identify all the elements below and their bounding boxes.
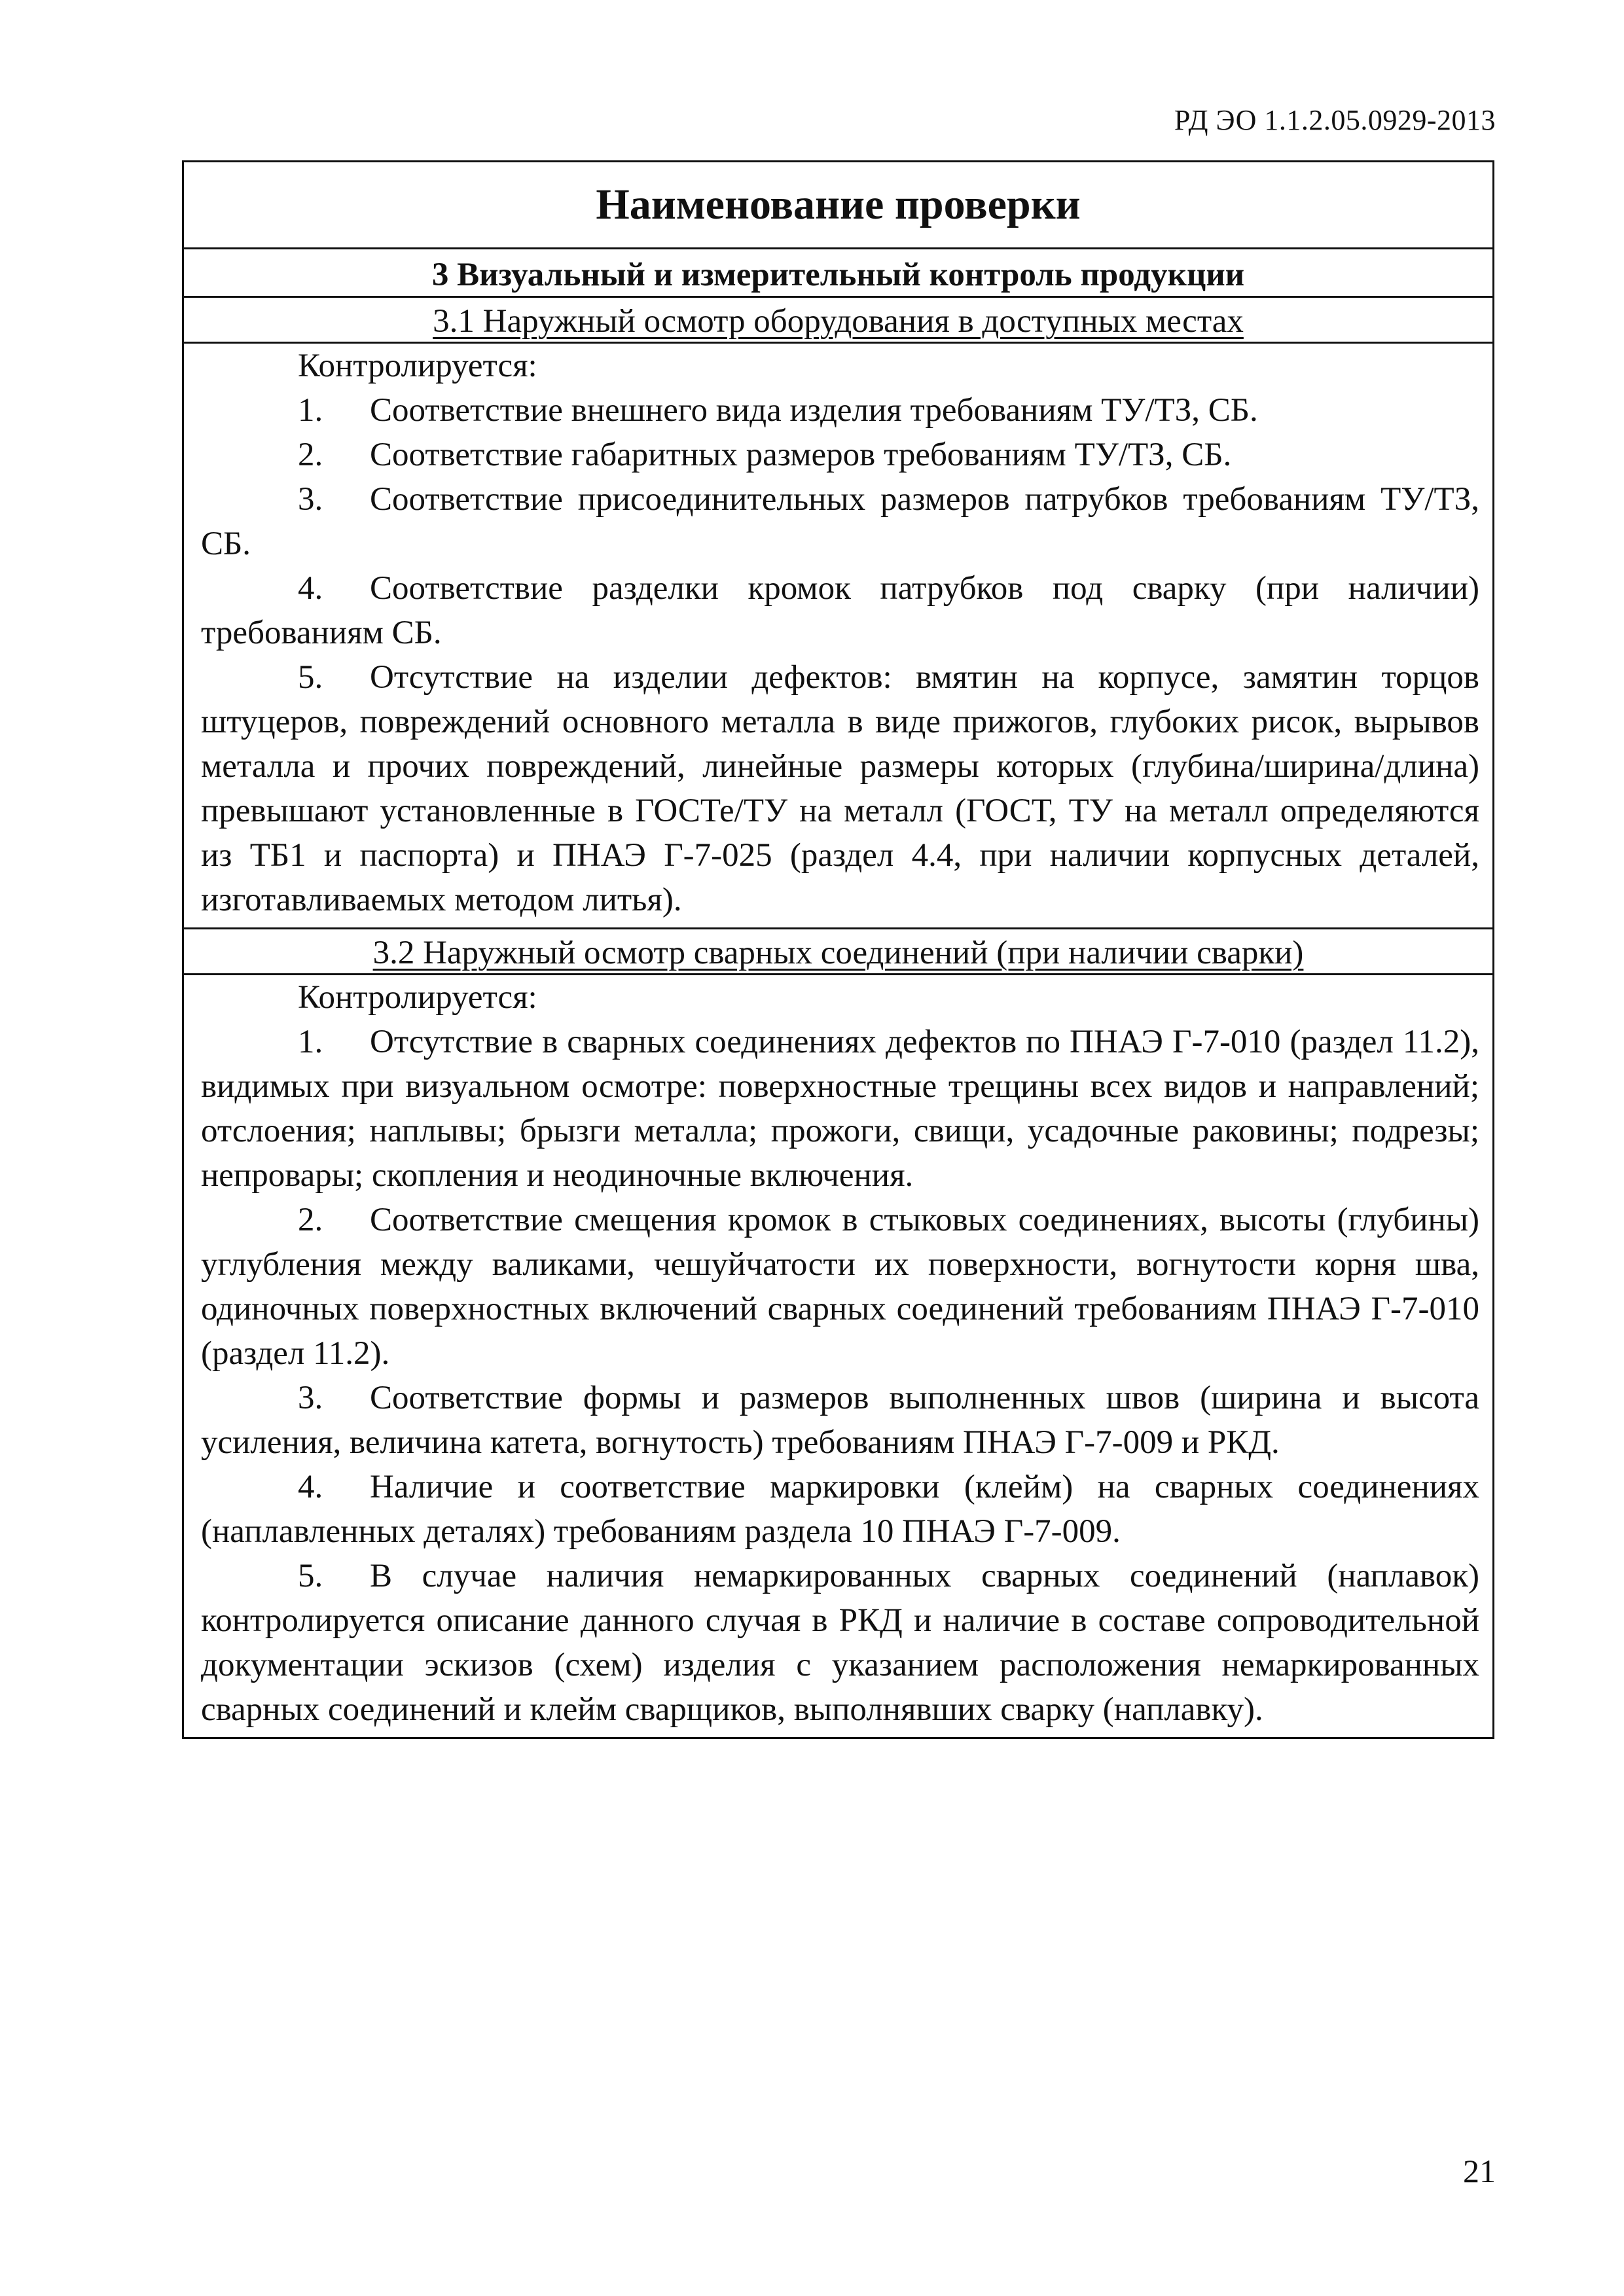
- list-item: [201, 477, 1479, 566]
- item-number: 5.: [298, 659, 323, 696]
- list-item: [201, 433, 1479, 477]
- item-number: 5.: [298, 1558, 323, 1594]
- lead-text: Контролируется:: [298, 348, 537, 384]
- item-number: 2.: [298, 1202, 323, 1238]
- item-number: 2.: [298, 437, 323, 473]
- item-text: Соответствие смещения кромок в стыковых соединениях, высоты (глубины) углубления между валиками, чешуйчатости их поверхности, вогнутости корня шва, одиночных поверхностных включений сварных соединений требованиям ПНАЭ Г-7-010 (раздел 11.2).: [201, 1202, 1479, 1372]
- item-text: Соответствие присоединительных размеров патрубков требованиям ТУ/ТЗ, СБ.: [201, 481, 1479, 562]
- item-number: 4.: [298, 570, 323, 607]
- inspection-table: [182, 160, 1494, 1739]
- list-item: [201, 1020, 1479, 1198]
- list-item: [201, 566, 1479, 655]
- list-item: [201, 1465, 1479, 1554]
- list-item: [201, 655, 1479, 922]
- item-text: Отсутствие на изделии дефектов: вмятин на корпусе, замятин торцов штуцеров, повреждений основного металла в виде прижогов, глубоких рисок, вырывов металла и прочих повреждений, линейные размеры которых (глубина/ширина/длина) превышают установленные в ГОСТе/ТУ на металл (ГОСТ, ТУ на металл определяются из ТБ1 и паспорта) и ПНАЭ Г-7-025 (раздел 4.4, при наличии корпусных деталей, изготавливаемых методом литья).: [201, 659, 1479, 918]
- subsection-title-3-2-text: 3.2 Наружный осмотр сварных соединений (при наличии сварки): [372, 935, 1304, 971]
- item-text: В случае наличия немаркированных сварных соединений (наплавок) контролируется описание данного случая в РКД и наличие в составе сопроводительной документации эскизов (схем) изделия с указанием расположения немаркированных сварных соединений и клейм сварщиков, выполнявших сварку (наплавку).: [201, 1558, 1479, 1728]
- subsection-body-3-1: [184, 342, 1492, 927]
- item-number: 1.: [298, 392, 323, 429]
- subsection-body-3-2: [184, 973, 1492, 1737]
- item-number: 4.: [298, 1469, 323, 1505]
- item-text: Соответствие габаритных размеров требованиям ТУ/ТЗ, СБ.: [370, 437, 1232, 473]
- subsection-title-3-1-text: 3.1 Наружный осмотр оборудования в доступных местах: [433, 303, 1244, 340]
- item-number: 1.: [298, 1024, 323, 1060]
- item-text: Соответствие внешнего вида изделия требованиям ТУ/ТЗ, СБ.: [370, 392, 1258, 429]
- table-header: Наименование проверки: [596, 181, 1081, 228]
- item-number: 3.: [298, 1380, 323, 1416]
- item-text: Отсутствие в сварных соединениях дефектов по ПНАЭ Г-7-010 (раздел 11.2), видимых при визуальном осмотре: поверхностные трещины всех видов и направлений; отслоения; наплывы; брызги металла; прожоги, свищи, усадочные раковины; подрезы; непровары; скопления и неодиночные включения.: [201, 1024, 1479, 1194]
- item-number: 3.: [298, 481, 323, 518]
- lead-text: Контролируется:: [298, 979, 537, 1016]
- list-item: [201, 388, 1479, 433]
- subsection-title-3-2: [184, 927, 1492, 973]
- list-item: [201, 1554, 1479, 1732]
- page-number: 21: [1463, 2153, 1496, 2189]
- subsection-title-3-1: [184, 296, 1492, 342]
- section-title: 3 Визуальный и измерительный контроль продукции: [184, 247, 1492, 296]
- document-code: РД ЭО 1.1.2.05.0929-2013: [1174, 104, 1496, 136]
- item-text: Соответствие формы и размеров выполненных швов (ширина и высота усиления, величина катета, вогнутость) требованиям ПНАЭ Г-7-009 и РКД.: [201, 1380, 1479, 1461]
- item-text: Наличие и соответствие маркировки (клейм) на сварных соединениях (наплавленных деталях) требованиям раздела 10 ПНАЭ Г-7-009.: [201, 1469, 1479, 1550]
- list-item: [201, 1198, 1479, 1376]
- list-item: [201, 1376, 1479, 1465]
- item-text: Соответствие разделки кромок патрубков под сварку (при наличии) требованиям СБ.: [201, 570, 1479, 651]
